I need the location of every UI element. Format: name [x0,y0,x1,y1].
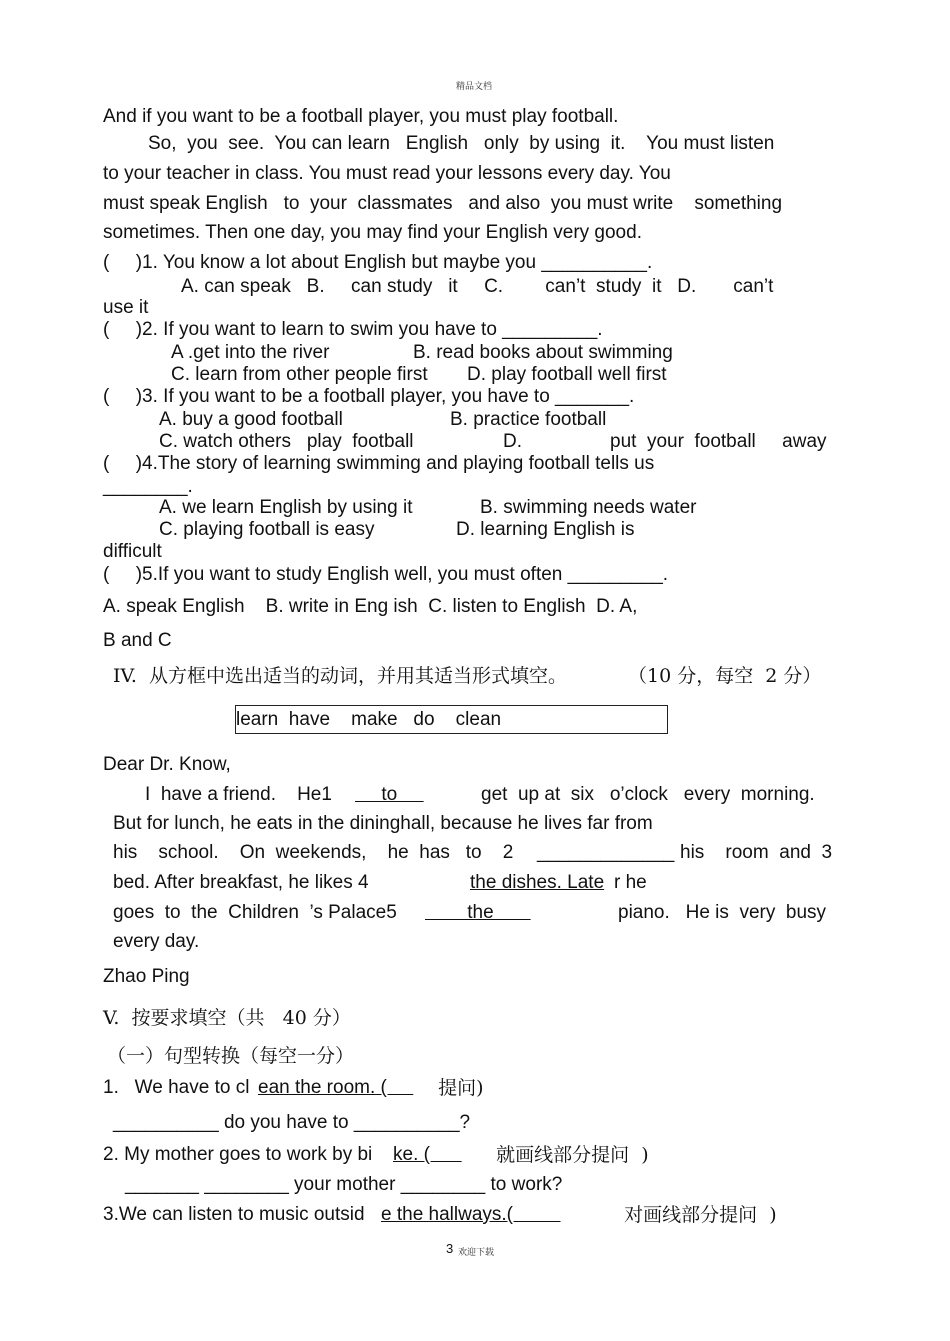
item-2-instruction: 就画线部分提问 ) [472,1144,649,1166]
question-4-option-c: C. playing football is easy [159,519,375,540]
section-5-subtitle: （一）句型转换（每空一分） [107,1045,355,1067]
question-4-blank: ________. [103,476,193,497]
question-2-option-d: D. play football well first [467,364,667,385]
section-5-title: V. 按要求填空（共 40 分） [103,1007,351,1029]
passage-line: to your teacher in class. You must read your lessons every day. You [103,163,671,184]
item-3-instruction: 对画线部分提问 ) [606,1204,777,1226]
item-3-underlined: e the hallways.( [381,1204,561,1225]
letter-line-5-end: piano. He is very busy [618,902,827,923]
passage-line: So, you see. You can learn English only by using it. You must listen [148,133,775,154]
question-2-stem: ( )2. If you want to learn to swim you have to _________. [103,319,603,340]
passage-line: sometimes. Then one day, you may find your English very good. [103,222,642,243]
page-number: 3 [446,1241,454,1256]
letter-line-6: every day. [113,931,200,952]
question-1-options: A. can speak B. can study it C. can’t study it D. can’t [181,276,774,297]
question-2-option-c: C. learn from other people first [171,364,428,385]
letter-line-2: But for lunch, he eats in the dininghall, because he lives far from [113,813,653,834]
question-5-options-wrap: B and C [103,630,172,651]
item-3: 3.We can listen to music outsid [103,1204,365,1225]
item-2-answer: _______ ________ your mother ________ to work? [125,1174,563,1195]
question-4-option-a: A. we learn English by using it [159,497,413,518]
item-1-instruction: 提问) [420,1077,484,1099]
letter-line-1: I have a friend. He1 [145,784,332,805]
question-4-option-d: D. learning English is [456,519,635,540]
question-1-stem: ( )1. You know a lot about English but maybe you __________. [103,252,653,273]
letter-line-1-end: get up at six o’clock every morning. [481,784,815,805]
blank-1-fill: to [355,784,424,805]
letter-greeting: Dear Dr. Know, [103,754,231,775]
question-3-option-a: A. buy a good football [159,409,343,430]
item-2: 2. My mother goes to work by bi [103,1144,373,1165]
page-header: 精品文档 [456,81,493,91]
question-5-options: A. speak English B. write in Eng ish C. listen to English D. A, [103,596,638,617]
letter-line-3: his school. On weekends, he has to 2 [113,842,514,863]
passage-line: must speak English to your classmates and also you must write something [103,193,783,214]
letter-line-4: bed. After breakfast, he likes 4 [113,872,369,893]
blank-5-fill: the [425,902,531,923]
blank-2: _____________ [537,842,675,863]
section-4-score: （10 分，每空 2 分） [628,665,822,687]
question-1-options-wrap: use it [103,297,149,318]
word-box-words: learn have make do clean [236,709,502,730]
footer-note: 欢迎下载 [458,1247,495,1257]
blank-4-fill: the dishes. Late [470,872,605,893]
item-1-underlined: ean the room. ( [258,1077,414,1098]
section-4-title: IV. 从方框中选出适当的动词，并用其适当形式填空。 [113,665,568,687]
question-3-option-d: put your football away [610,431,827,452]
passage-line: And if you want to be a football player, you must play football. [103,106,619,127]
question-3-option-d-label: D. [503,431,522,452]
letter-line-5: goes to the Children ’s Palace5 [113,902,397,923]
letter-line-4-end: r he [614,872,647,893]
question-3-stem: ( )3. If you want to be a football player, you have to _______. [103,386,635,407]
item-2-underlined: ke. ( [393,1144,462,1165]
question-3-option-b: B. practice football [450,409,607,430]
item-1: 1. We have to cl [103,1077,250,1098]
letter-signature: Zhao Ping [103,966,190,987]
question-3-option-c: C. watch others play football [159,431,414,452]
item-1-answer: __________ do you have to __________? [113,1112,471,1133]
question-4-option-b: B. swimming needs water [480,497,697,518]
question-4-option-d-wrap: difficult [103,541,162,562]
question-2-option-b: B. read books about swimming [413,342,673,363]
question-5-stem: ( )5.If you want to study English well, you must often _________. [103,564,669,585]
letter-line-3-end: his room and 3 [680,842,833,863]
question-2-option-a: A .get into the river [171,342,330,363]
question-4-stem: ( )4.The story of learning swimming and playing football tells us [103,453,655,474]
